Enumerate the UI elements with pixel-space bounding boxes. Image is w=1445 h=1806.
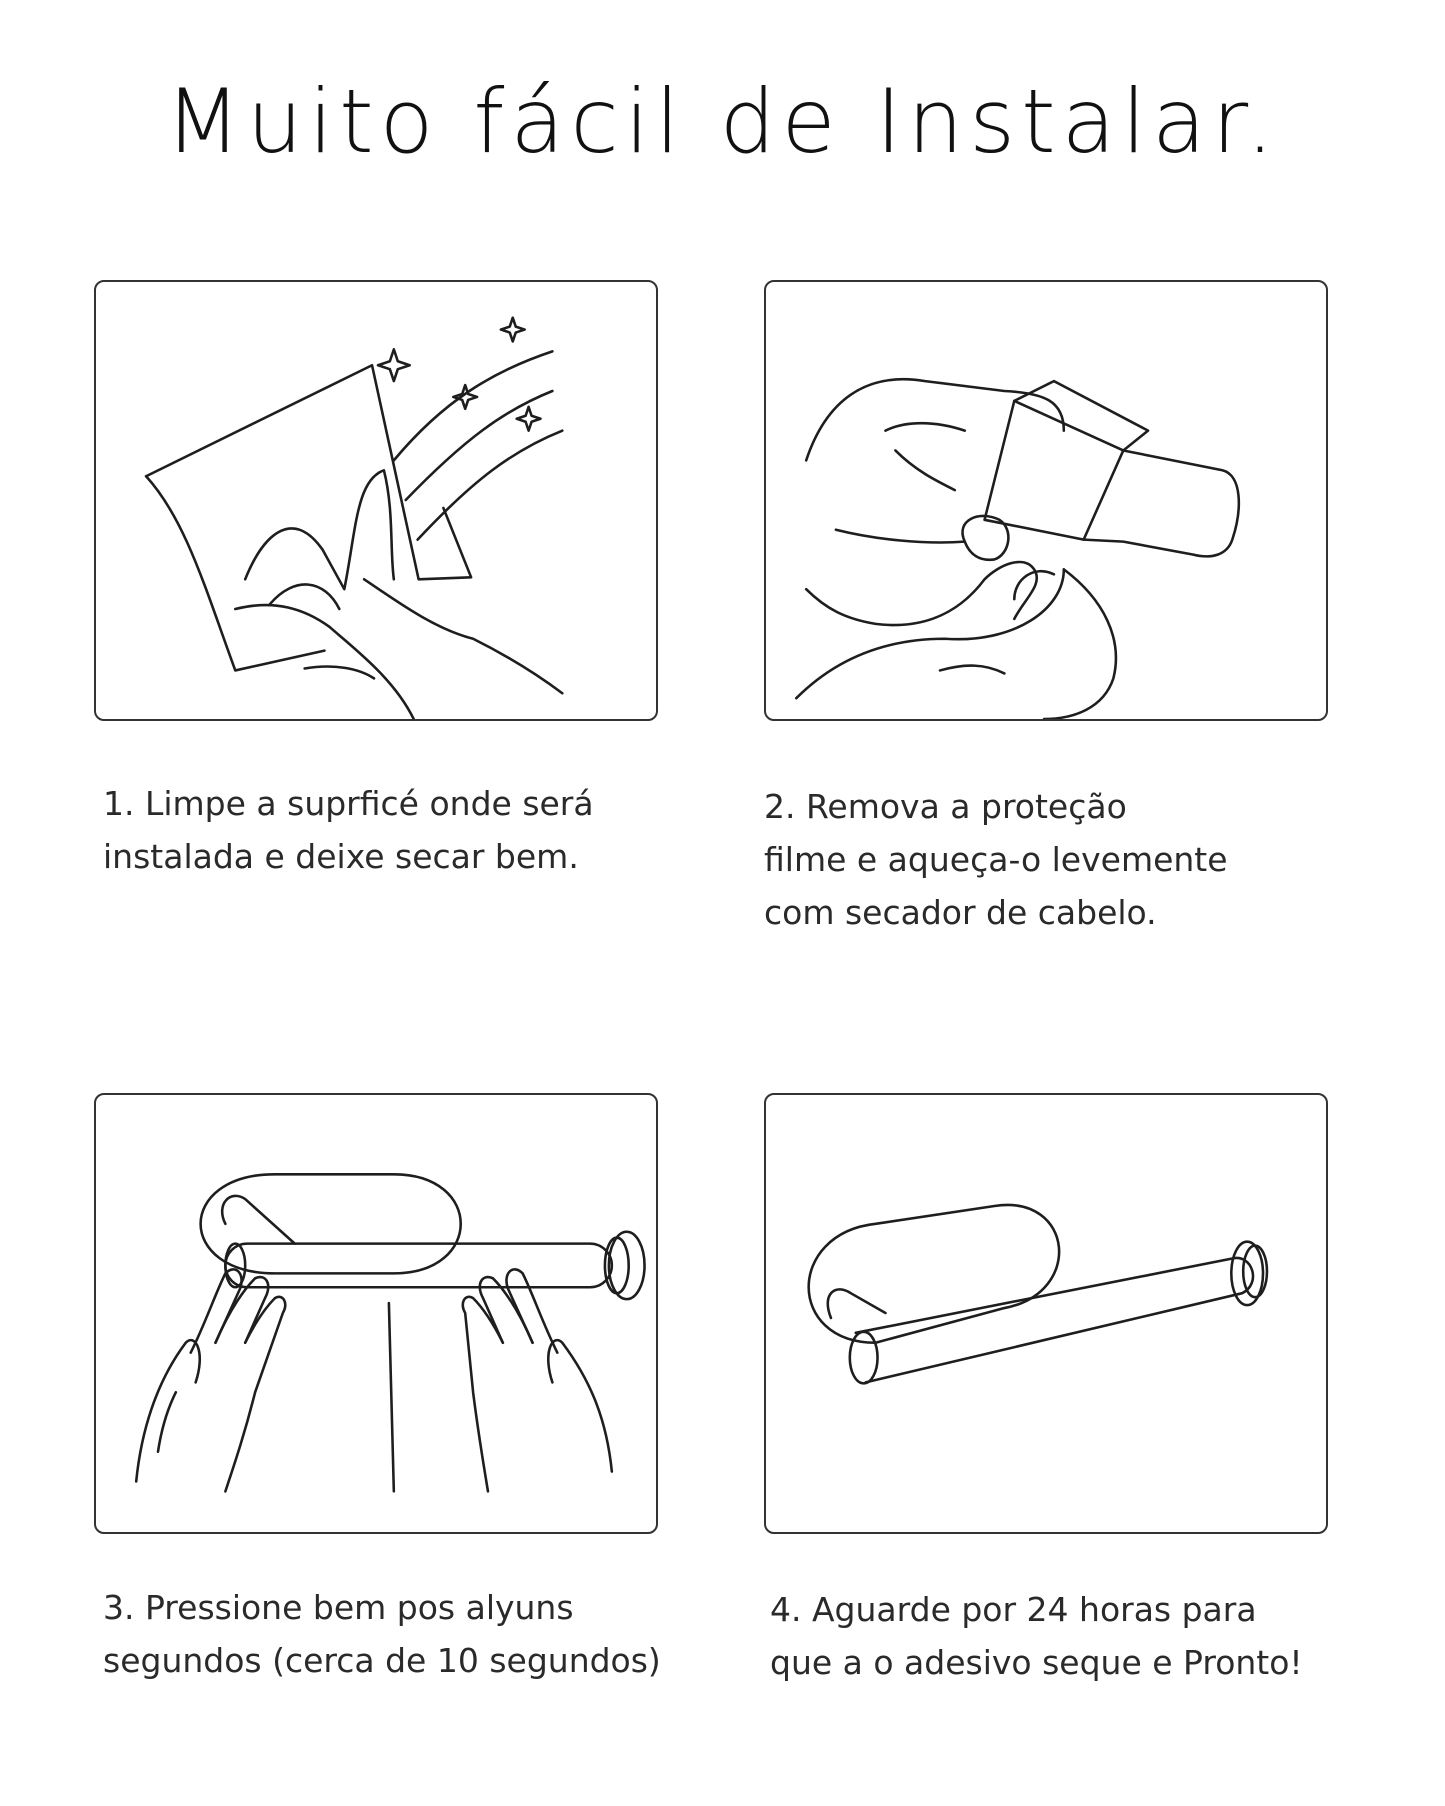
step-1-illustration xyxy=(94,280,658,721)
step-3-caption xyxy=(103,1582,661,1688)
step-2-caption xyxy=(764,781,1228,939)
caption-line: com secador de cabelo. xyxy=(764,892,1157,932)
caption-line: 2. Remova a proteção xyxy=(764,787,1127,826)
step-4-caption xyxy=(770,1584,1303,1690)
peeling-film-hands-illustration xyxy=(766,282,1326,719)
caption-line: 3. Pressione bem pos alyuns xyxy=(103,1588,574,1627)
pressing-holder-hands-illustration xyxy=(96,1095,656,1532)
caption-line: que a o adesivo seque e Pronto! xyxy=(770,1642,1303,1682)
caption-line: segundos (cerca de 10 segundos) xyxy=(103,1640,661,1680)
step-1-caption xyxy=(103,778,594,884)
installed-holder-illustration xyxy=(766,1095,1326,1532)
cleaning-cloth-hand-illustration xyxy=(96,282,656,719)
caption-line: 1. Limpe a suprficé onde será xyxy=(103,784,594,823)
caption-line: instalada e deixe secar bem. xyxy=(103,836,579,876)
step-2-illustration xyxy=(764,280,1328,721)
page-title: Muito fácil de Instalar. xyxy=(164,70,1281,173)
caption-line: filme e aqueça-o levemente xyxy=(764,839,1228,879)
step-3-illustration xyxy=(94,1093,658,1534)
step-4-illustration xyxy=(764,1093,1328,1534)
caption-line: 4. Aguarde por 24 horas para xyxy=(770,1590,1257,1629)
